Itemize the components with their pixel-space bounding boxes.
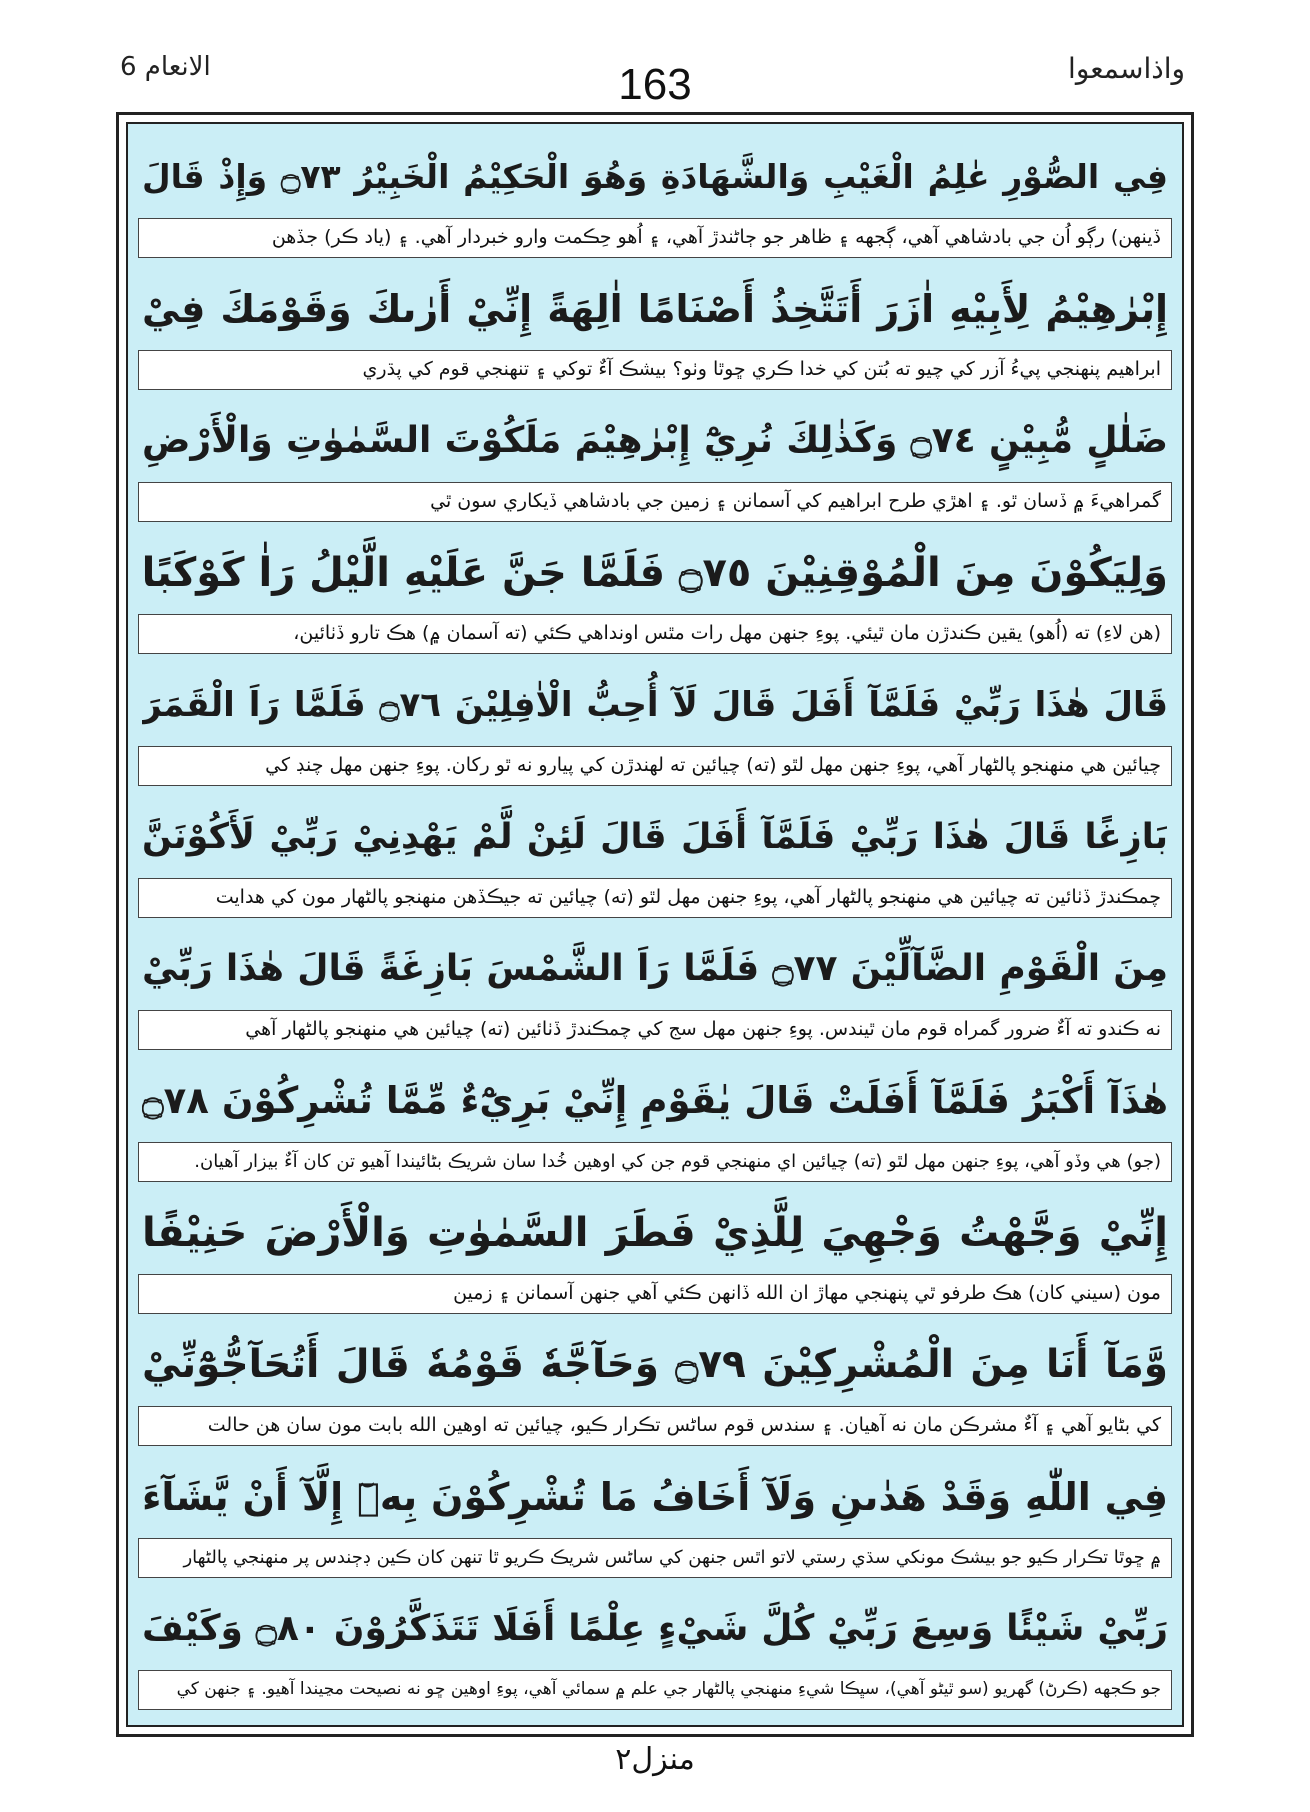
arabic-verse-line: رَبِّيْ شَيْئًا وَسِعَ رَبِّيْ كُلَّ شَيْءٍ عِلْمًا أَفَلَا تَتَذَكَّرُوْنَ ۝٨٠ وَكَيْفَ xyxy=(142,1608,1168,1649)
arabic-verse-line: وَلِيَكُوْنَ مِنَ الْمُوْقِنِيْنَ ۝٧٥ فَلَمَّا جَنَّ عَلَيْهِ الَّيْلُ رَاٰ كَوْكَبًا xyxy=(142,550,1168,596)
verse-line-pair xyxy=(128,788,1182,920)
verse-line-pair xyxy=(128,1580,1182,1712)
verse-line-pair xyxy=(128,392,1182,524)
verse-line-pair xyxy=(128,128,1182,260)
verse-line-pair xyxy=(128,1052,1182,1184)
arabic-verse-line: إِنِّيْ وَجَّهْتُ وَجْهِيَ لِلَّذِيْ فَطَرَ السَّمٰوٰتِ وَالْأَرْضَ حَنِيْفًا xyxy=(142,1210,1168,1256)
verse-line-pair xyxy=(128,1184,1182,1316)
sindhi-translation-line: (هن لاءِ) ته (اُهو) يقين ڪندڙن مان ٿيئي. پوءِ جنهن مهل رات مٿس اونداهي ڪئي (ته آسمان ۾) هڪ تارو ڏٺائين، xyxy=(138,614,1172,654)
verse-line-pair xyxy=(128,524,1182,656)
sindhi-translation-line: چيائين هي منهنجو پالڻهار آهي، پوءِ جنهن مهل لٿو (ته) چيائين ته لهندڙن کي پيارو نه ٿو رکان. پوءِ جنهن مهل چنڊ کي xyxy=(138,746,1172,786)
arabic-verse-line: فِي الصُّوْرِ عٰلِمُ الْغَيْبِ وَالشَّهَادَةِ وَهُوَ الْحَكِيْمُ الْخَبِيْرُ ۝٧٣ وَإِذْ قَالَ xyxy=(142,157,1168,196)
arabic-verse-line: بَازِغًا قَالَ هٰذَا رَبِّيْ فَلَمَّآ أَفَلَ قَالَ لَئِنْ لَّمْ يَهْدِنِيْ رَبِّيْ لَأَكُوْنَنَّ xyxy=(142,817,1168,857)
verse-line-pair xyxy=(128,656,1182,788)
arabic-verse-line: وَّمَآ أَنَا مِنَ الْمُشْرِكِيْنَ ۝٧٩ وَحَآجَّهٗ قَوْمُهٗ قَالَ أَتُحَآجُّوْٓنِّيْ xyxy=(142,1342,1168,1387)
verse-line-pair xyxy=(128,260,1182,392)
surah-name-header: الانعام 6 xyxy=(120,52,211,82)
sindhi-translation-line: ابراهيم پنهنجي پيءُ آزر کي چيو ته بُتن کي خدا ڪري ڇوٿا وٺو؟ بيشڪ آءٌ توکي ۽ تنهنجي قوم کي پڌري xyxy=(138,350,1172,390)
verse-line-pair xyxy=(128,1448,1182,1580)
arabic-verse-line: ضَلٰلٍ مُّبِيْنٍ ۝٧٤ وَكَذٰلِكَ نُرِيْٓ إِبْرٰهِيْمَ مَلَكُوْتَ السَّمٰوٰتِ وَالْأَرْضِ xyxy=(142,420,1168,461)
sindhi-translation-line: چمڪندڙ ڏٺائين ته چيائين هي منهنجو پالڻهار آهي، پوءِ جنهن مهل لٿو (ته) چيائين ته جيڪڏهن منهنجو پالڻهار مون کي هدايت xyxy=(138,878,1172,918)
sindhi-translation-line: گمراهيءَ ۾ ڏسان ٿو. ۽ اهڙي طرح ابراهيم کي آسمانن ۽ زمين جي بادشاهي ڏيکاري سون ٿي xyxy=(138,482,1172,522)
sindhi-translation-line: کي بڻايو آهي ۽ آءٌ مشرڪن مان نه آهيان. ۽ سندس قوم ساڻس تڪرار ڪيو، چيائين ته اوهين الله بابت مون سان هن حالت xyxy=(138,1406,1172,1446)
sindhi-translation-line: جو ڪجهه (ڪرڻ) گهريو (سو ٿيڻو آهي)، سڀڪا شيءِ منهنجي پالڻهار جي علم ۾ سمائي آهي، پوءِ اوهين ڇو نه نصيحت مڃيندا آهيو. ۽ جنهن کي xyxy=(138,1670,1172,1710)
sindhi-translation-line: نه ڪندو ته آءٌ ضرور گمراه قوم مان ٿيندس. پوءِ جنهن مهل سج کي چمڪندڙ ڏٺائين (ته) چيائين هي منهنجو پالڻهار آهي xyxy=(138,1010,1172,1050)
arabic-verse-line: هٰذَآ أَكْبَرُ فَلَمَّآ أَفَلَتْ قَالَ يٰقَوْمِ إِنِّيْ بَرِيْٓءٌ مِّمَّا تُشْرِكُوْنَ ۝٧٨ xyxy=(142,1079,1168,1122)
arabic-verse-line: مِنَ الْقَوْمِ الضَّآلِّيْنَ ۝٧٧ فَلَمَّا رَاَ الشَّمْسَ بَازِغَةً قَالَ هٰذَا رَبِّيْ xyxy=(142,948,1168,989)
sindhi-translation-line: ۾ ڇوٿا تڪرار ڪيو جو بيشڪ مونکي سڌي رستي لاتو اٿس جنهن کي ساڻس شريڪ ڪريو ٿا تنهن کان ڪين ڊڄندس پر منهنجي پالڻهار xyxy=(138,1538,1172,1578)
manzil-footer: منزل۲ xyxy=(615,1742,695,1777)
text-panel xyxy=(126,122,1184,1727)
arabic-verse-line: فِي اللّٰهِ وَقَدْ هَدٰىنِ وَلَآ أَخَافُ مَا تُشْرِكُوْنَ بِهٖٓ إِلَّآ أَنْ يَّشَآءَ xyxy=(142,1475,1168,1519)
verse-line-pair xyxy=(128,920,1182,1052)
arabic-verse-line: قَالَ هٰذَا رَبِّيْ فَلَمَّآ أَفَلَ قَالَ لَآ أُحِبُّ الْاٰفِلِيْنَ ۝٧٦ فَلَمَّا رَاَ الْقَمَرَ xyxy=(142,685,1168,725)
sindhi-translation-line: (جو) هي وڏو آهي، پوءِ جنهن مهل لٿو (ته) چيائين اي منهنجي قوم جن کي اوهين خُدا سان شريڪ بڻائيندا آهيو تن کان آءٌ بيزار آهيان. xyxy=(138,1142,1172,1182)
juz-name-header: واذاسمعوا xyxy=(1068,52,1185,85)
page-number: 163 xyxy=(618,60,692,109)
verse-line-pair xyxy=(128,1316,1182,1448)
sindhi-translation-line: ڏينهن) رڳو اُن جي بادشاهي آهي، ڳجهه ۽ ظاهر جو ڄاڻندڙ آهي، ۽ اُهو حِڪمت وارو خبردار آهي. ۽ (ياد ڪر) جڏهن xyxy=(138,218,1172,258)
arabic-verse-line: إِبْرٰهِيْمُ لِأَبِيْهِ اٰزَرَ أَتَتَّخِذُ أَصْنَامًا اٰلِهَةً إِنِّيْ أَرٰىكَ وَقَوْمَكَ فِيْ xyxy=(142,287,1168,331)
sindhi-translation-line: مون (سيني کان) هڪ طرفو ٿي پنهنجي مهاڙ ان الله ڏانهن ڪئي آهي جنهن آسمانن ۽ زمين xyxy=(138,1274,1172,1314)
